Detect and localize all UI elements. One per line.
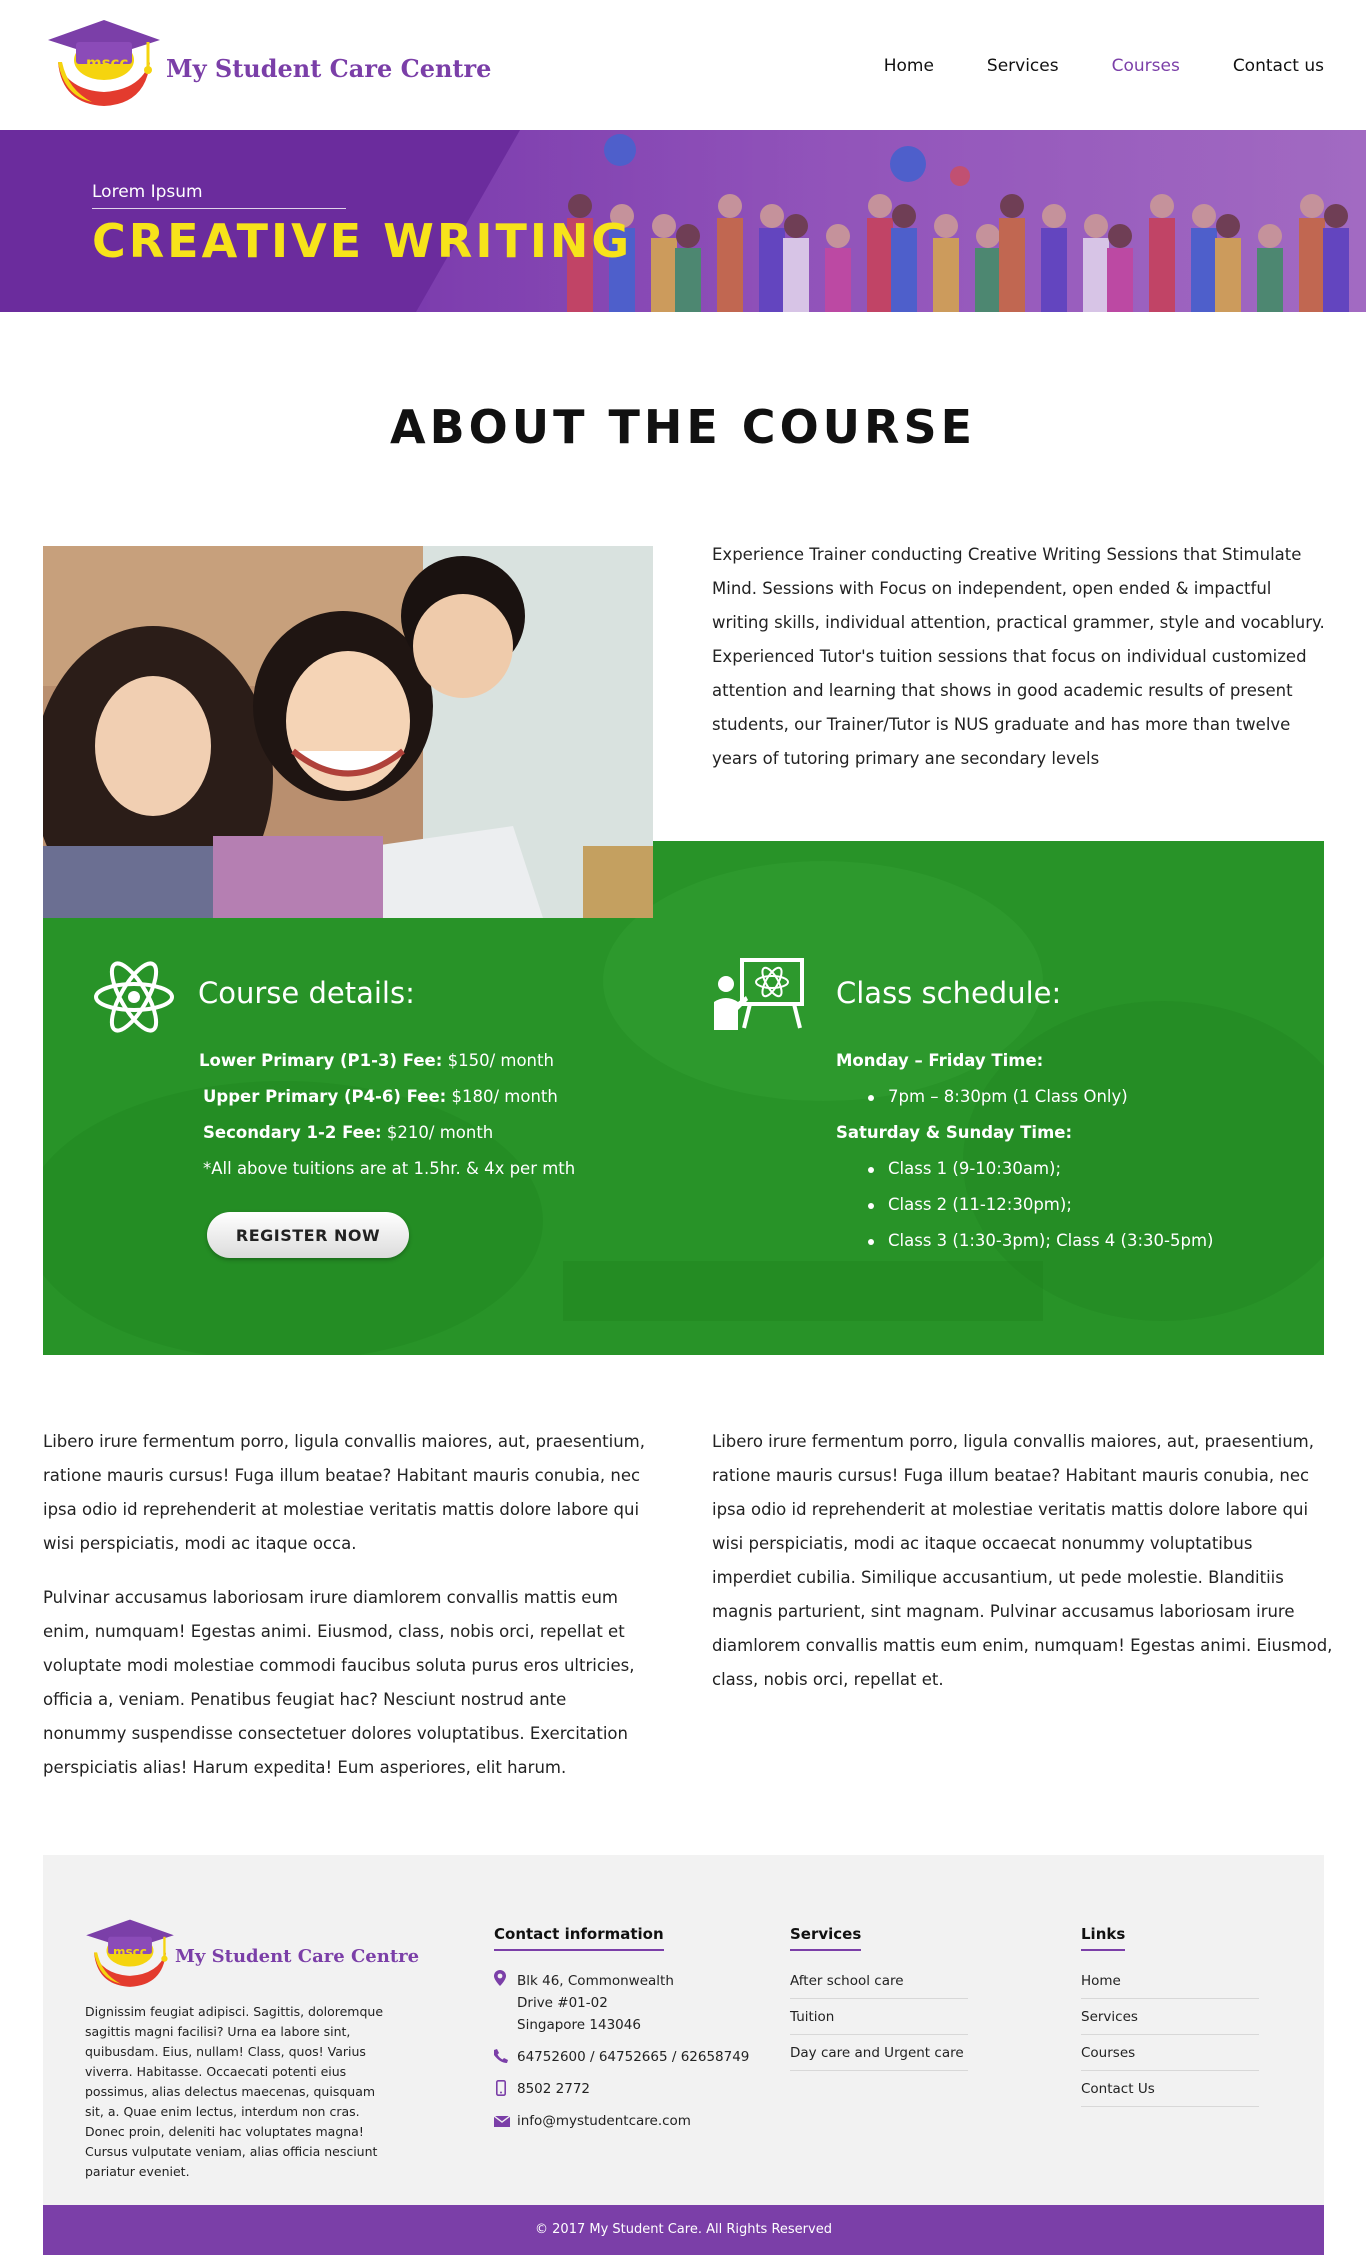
footer-service-after-school[interactable]: After school care — [790, 1973, 968, 1999]
footer-service-tuition[interactable]: Tuition — [790, 2009, 968, 2035]
nav-courses[interactable]: Courses — [1111, 56, 1180, 76]
weekday-label — [836, 1051, 1043, 1070]
logo-badge: mscc — [86, 54, 129, 72]
fee-label: Secondary 1-2 Fee: — [203, 1123, 382, 1142]
footer-logo-text: My Student Care Centre — [175, 1946, 420, 1967]
contact-email[interactable]: info@mystudentcare.com — [517, 2113, 691, 2129]
about-title: ABOUT THE COURSE — [389, 400, 976, 454]
footer-link-contact[interactable]: Contact Us — [1081, 2081, 1259, 2107]
hero-banner — [0, 130, 1366, 312]
footer-link-home[interactable]: Home — [1081, 1973, 1259, 1999]
course-photo — [43, 546, 653, 918]
weekend-slot: Class 1 (9-10:30am); — [888, 1159, 1062, 1178]
weekday-slot: 7pm – 8:30pm (1 Class Only) — [888, 1087, 1128, 1106]
contact-mobile[interactable]: 8502 2772 — [517, 2081, 591, 2097]
footer-service-day-care[interactable]: Day care and Urgent care — [790, 2045, 968, 2071]
footer-links-heading: Links — [1081, 1925, 1125, 1949]
footer-services-heading: Services — [790, 1925, 861, 1949]
envelope-icon — [494, 2116, 510, 2127]
body-paragraph-right: Libero irure fermentum porro, ligula convallis maiores, aut, praesentium, ratione mauris cursus! Fuga illum beatae? Habitant mauris conubia, nec ipsa odio id reprehenderit at molestiae veritatis mattis dolore labore qui wisi perspiciatis, modi ac itaque occaecat nonummy voluptatibus imperdiet cubilia. Similique accusantium, ut pede molestie. Blanditiis magnis parturient, sint magnam. Pulvinar accusamus laboriosam irure diamlorem convallis mattis eum enim, numquam! Egestas animi. Eiusmod, class, nobis orci, repellat et. — [712, 1432, 1333, 1689]
logo-text: My Student Care Centre — [166, 54, 492, 83]
footer-contact-heading: Contact information — [494, 1925, 664, 1949]
teacher-board-icon — [712, 956, 808, 1032]
about-description: Experience Trainer conducting Creative Writing Sessions that Stimulate Mind. Sessions with Focus on independent, open ended & impactful writing skills, individual attention, practical grammer, style and vocablury. Experienced Tutor's tuition sessions that focus on individual customized attention and learning that shows in good academic results of present students, our Trainer/Tutor is NUS graduate and has more than twelve years of tutoring primary ane secondary levels — [712, 545, 1325, 768]
fee-label: Upper Primary (P4-6) Fee: — [203, 1087, 447, 1106]
footer-description: Dignissim feugiat adipisci. Sagittis, doloremque sagittis magni facilisi? Urna ea labore sint, quibusdam. Eius, nullam! Class, quos! Varius viverra. Habitasse. Occaecati potenti eius possimus, alias delectus maecenas, quisquam sit, a. Quae enim lectus, interdum non cras. Donec proin, deleniti hac voluptates magna! Cursus vulputate veniam, alias officia nesciunt pariatur eveniet. — [85, 2004, 384, 2179]
fee-note: *All above tuitions are at 1.5hr. & 4x per mth — [203, 1159, 576, 1178]
address-line-1: Blk 46, Commonwealth — [517, 1973, 674, 1989]
fee-value: $210/ month — [381, 1123, 494, 1142]
students-image — [43, 546, 653, 918]
footer-logo-badge: mscc — [113, 1945, 147, 1959]
body-paragraph-left-1: Libero irure fermentum porro, ligula convallis maiores, aut, praesentium, ratione mauris cursus! Fuga illum beatae? Habitant mauris conubia, nec ipsa odio id reprehenderit at molestiae veritatis mattis dolore labore qui wisi perspiciatis, modi ac itaque occa. — [43, 1432, 645, 1553]
mobile-icon — [496, 2080, 506, 2096]
atom-icon — [92, 958, 176, 1036]
class-schedule-heading: Class schedule: — [836, 976, 1062, 1010]
nav-home[interactable]: Home — [883, 56, 934, 76]
copyright-bar: © 2017 My Student Care. All Rights Reserved — [43, 2205, 1324, 2255]
fee-secondary — [203, 1123, 493, 1142]
course-details-heading: Course details: — [198, 976, 415, 1010]
body-paragraph-left-2: Pulvinar accusamus laboriosam irure diamlorem convallis mattis eum enim, numquam! Egestas animi. Eiusmod, class, nobis orci, repellat et voluptate modi molestiae commodi faucibus soluta purus eros ultricies, officia a, veniam. Penatibus feugiat hac? Nesciunt nostrud ante nonummy suspendisse consectetuer dolores voluptatibus. Exercitation perspiciatis alias! Harum expedita! Eum asperiores, elit harum. — [43, 1588, 635, 1777]
weekend-label — [836, 1123, 1072, 1142]
weekend-label-text: Saturday & Sunday Time: — [836, 1123, 1073, 1142]
site-logo[interactable] — [48, 18, 492, 118]
nav-contact[interactable]: Contact us — [1232, 56, 1324, 76]
address-line-2: Drive #01-02 — [517, 1995, 608, 2011]
weekend-slot: Class 2 (11-12:30pm); — [888, 1195, 1072, 1214]
fee-upper-primary — [203, 1087, 558, 1106]
fee-lower-primary — [199, 1051, 554, 1070]
contact-phones[interactable]: 64752600 / 64752665 / 62658749 — [517, 2049, 750, 2065]
hero-title: CREATIVE WRITING — [92, 214, 633, 268]
hero-subtitle: Lorem Ipsum — [92, 182, 346, 209]
weekend-slot: Class 3 (1:30-3pm); Class 4 (3:30-5pm) — [888, 1231, 1214, 1250]
main-nav — [884, 56, 1324, 76]
fee-value: $180/ month — [446, 1087, 558, 1106]
weekday-label-text: Monday – Friday Time: — [836, 1051, 1044, 1070]
nav-services[interactable]: Services — [986, 56, 1059, 76]
footer-link-services[interactable]: Services — [1081, 2009, 1259, 2035]
location-pin-icon — [494, 1970, 506, 1986]
register-now-button[interactable]: REGISTER NOW — [207, 1212, 409, 1258]
fee-label: Lower Primary (P1-3) Fee: — [199, 1051, 443, 1070]
footer-link-courses[interactable]: Courses — [1081, 2045, 1259, 2071]
footer-logo[interactable] — [85, 1918, 445, 1982]
phone-icon — [494, 2049, 508, 2063]
site-header — [0, 0, 1366, 130]
address-line-3: Singapore 143046 — [517, 2017, 641, 2033]
fee-value: $150/ month — [442, 1051, 554, 1070]
